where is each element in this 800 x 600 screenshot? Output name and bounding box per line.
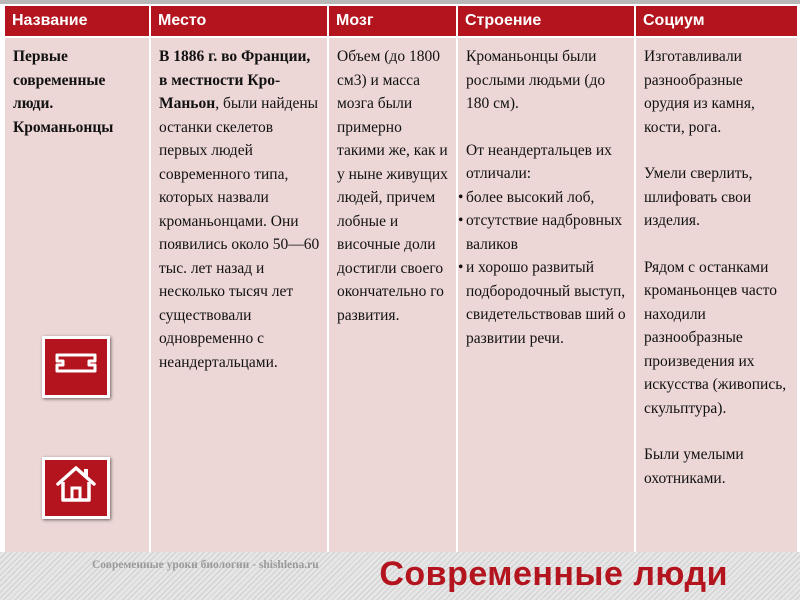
society-paragraph-4: Были умелыми охотниками. [644,446,744,487]
brain-cell [328,37,457,563]
society-paragraph-2: Умели сверлить, шлифовать свои изделия. [644,165,753,229]
home-icon [55,464,97,512]
footer-bar [0,552,800,600]
list-item: • и хорошо развитый подбородочный выступ, свидетельствовав ший о развитии речи. [466,256,628,350]
structure-intro: Кроманьонцы были рослыми людьми (до 180 см). [466,48,606,112]
name-line-2: современные [13,71,106,89]
info-table [3,4,799,564]
society-cell [635,37,798,563]
place-text: , были найдены останки скелетов первых людей современного типа, которых назвали кроманьонцами. Они появились около 50—60 тыс. лет назад и несколько тысяч лет существовали одновременно с неандертальцами. [159,95,320,371]
society-paragraph-1: Изготавливали разнообразные орудия из камня, кости, рога. [644,48,755,136]
table-header-row [4,5,798,37]
name-line-3: люди. [13,95,54,112]
paragraph-gap [466,116,628,139]
structure-cell [457,37,635,563]
slide-title: Современные люди [379,555,728,593]
name-cell [4,37,150,563]
paragraph-gap [644,420,791,443]
header-society: Социум [635,5,798,37]
structure-lead: От неандертальцев их отличали: [466,141,612,182]
home-button[interactable] [42,457,110,519]
list-item: • отсутствие надбровных валиков [466,209,628,256]
paragraph-gap [644,233,791,256]
name-line-4: Кроманьонцы [13,118,114,136]
back-button[interactable] [42,336,110,398]
footer-credit: Современные уроки биологии - shishlena.ru [92,559,319,571]
header-place: Место [150,5,328,37]
society-paragraph-3: Рядом с останками кроманьонцев часто находили разнообразные произведения их искусства (живопись, скульптура). [644,258,787,417]
back-arrow-icon [54,351,98,383]
name-line-1: Первые [13,48,68,65]
brain-text: Объем (до 1800 см3) и масса мозга были примерно такими же, как и у ныне живущих людей, причем лобные и височные доли достигли своего окончательно го развития. [337,48,448,324]
header-brain: Мозг [328,5,457,37]
traits-list [466,186,628,351]
paragraph-gap [644,139,791,162]
list-item: • более высокий лоб, [466,186,628,210]
place-cell [150,37,328,563]
header-name: Название [4,5,150,37]
header-structure: Строение [457,5,635,37]
table-row [4,37,798,563]
place-bold-text: В 1886 г. во Франции, в местности Кро-Маньон [159,48,311,112]
